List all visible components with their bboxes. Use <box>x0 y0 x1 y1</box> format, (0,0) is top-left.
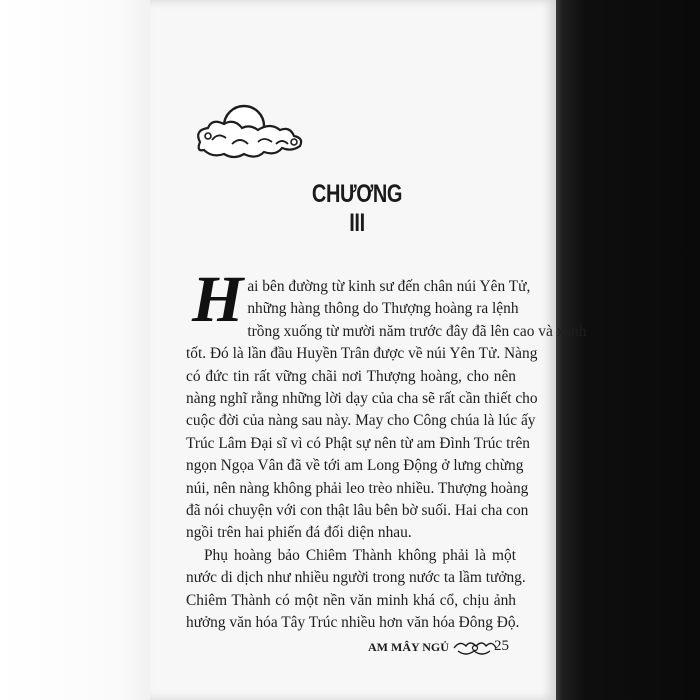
text-line: ngồi trên hai phiến đá đối diện nhau. <box>186 524 412 542</box>
book-edge-dark <box>556 0 700 700</box>
text-line: cuộc đời của nàng sau này. May cho Công chúa là lúc ấy <box>186 412 536 430</box>
text-line: Chiêm Thành có một nền văn minh khá cổ, chịu ảnh <box>186 591 516 609</box>
background-left <box>0 0 150 700</box>
text-line: có đức tin rất vững chãi nơi Thượng hoàng, cho nên <box>186 367 516 385</box>
text-line: trồng xuống từ mười năm trước đây đã lên cao và xanh <box>247 322 587 340</box>
chapter-heading: CHƯƠNG III <box>311 180 403 237</box>
text-line: những hàng thông do Thượng hoàng ra lệnh <box>247 300 519 318</box>
drop-cap-letter: H <box>192 263 244 336</box>
page-number: 25 <box>494 638 509 654</box>
text-line: đã nói chuyện với con thật lâu bên bờ suối. Hai cha con <box>186 502 529 520</box>
text-line: Phụ hoàng bảo Chiêm Thành không phải là một <box>204 547 516 564</box>
text-line: Trúc Lâm Đại sĩ vì có Phật sự nên từ am Đình Trúc trên <box>186 434 530 452</box>
running-title: AM MÂY NGỦ <box>368 640 449 654</box>
moon-cloud-ornament <box>192 98 312 170</box>
footer-ornament-icon <box>452 637 498 659</box>
text-line: ngọn Ngọa Vân đã về tới am Long Động ở lưng chừng <box>186 457 524 475</box>
text-line: ai bên đường từ kinh sư đến chân núi Yên Tử, <box>247 278 531 295</box>
page-footer <box>368 637 518 659</box>
text-line: núi, nên nàng không phải leo trèo nhiều. Thượng hoàng <box>186 479 529 497</box>
text-line: nước di dịch như nhiều người trong nước ta lầm tưởng. <box>186 569 526 587</box>
text-line: hưởng văn hóa Tây Trúc nhiều hơn văn hóa Đông Độ. <box>186 614 520 632</box>
text-line: nàng nghĩ rằng những lời dạy của cha sẽ rất cần thiết cho <box>186 390 538 408</box>
text-line: tốt. Đó là lần đầu Huyền Trân được về núi Yên Tử. Nàng <box>186 345 538 363</box>
paragraph-2 <box>186 545 526 635</box>
paragraph-1 <box>186 263 587 545</box>
